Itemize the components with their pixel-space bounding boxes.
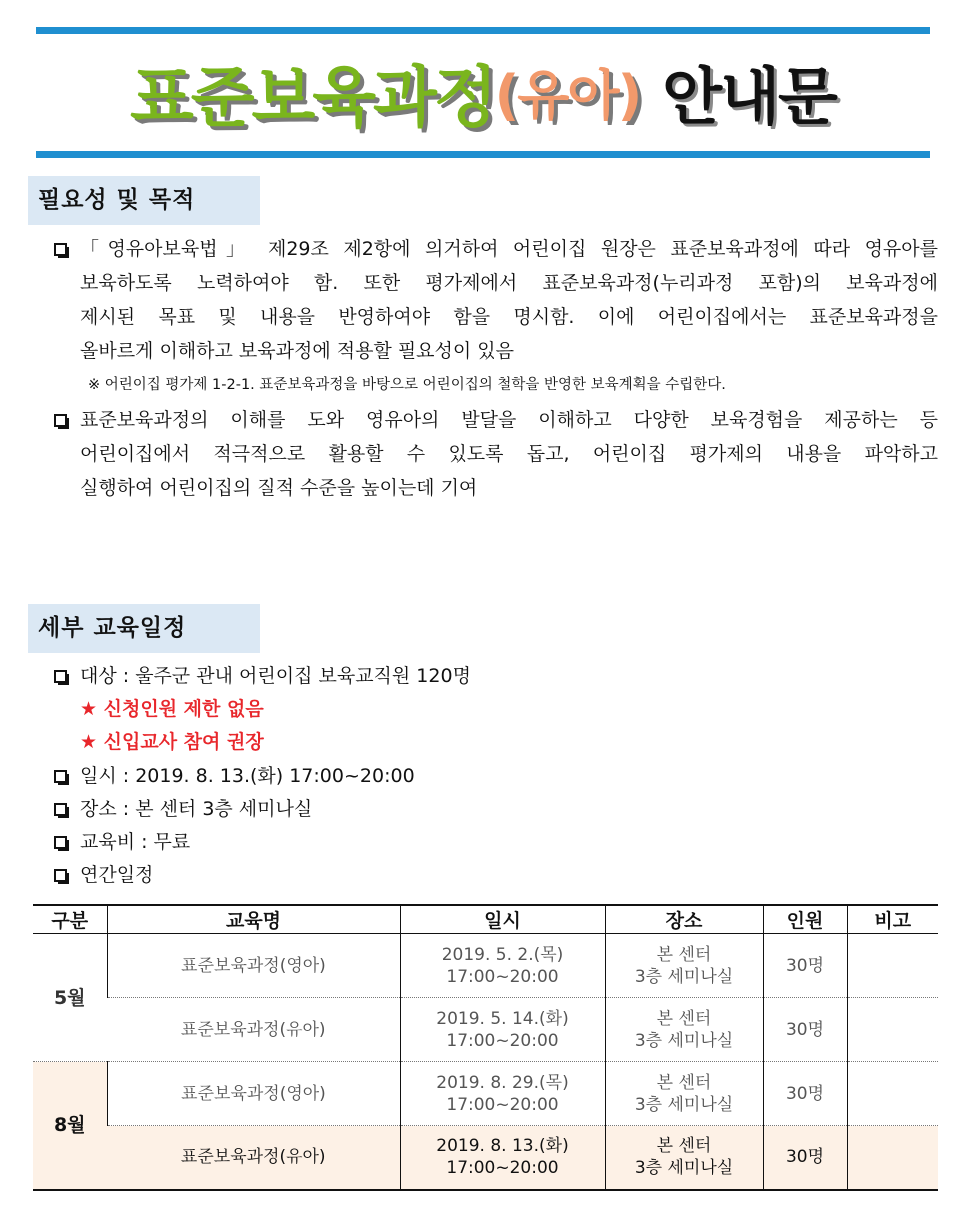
count-cell: 30명 <box>763 998 847 1062</box>
evaluation-note: ※ 어린이집 평가제 1-2-1. 표준보육과정을 바탕으로 어린이집의 철학을 반영한 보육계획을 수립한다. <box>88 377 726 393</box>
col-header-count: 인원 <box>763 905 847 934</box>
room-text: 3층 세미나실 <box>634 1094 734 1115</box>
course-cell: 표준보육과정(유아) <box>107 1126 400 1190</box>
place-text: 본 센터 <box>656 1136 712 1157</box>
target-line: 대상 : 울주군 관내 어린이집 보육교직원 120명 <box>80 665 471 687</box>
col-header-note: 비고 <box>847 905 938 934</box>
purpose-line-2: 보육하도록 노력하여야 함. 또한 평가제에서 표준보육과정(누리과정 포함)의 보육과정에 <box>80 272 938 294</box>
table-header-row <box>33 905 938 934</box>
title-paren: (유아) <box>494 64 641 127</box>
place-cell <box>605 934 763 998</box>
time-text: 17:00~20:00 <box>446 1094 559 1115</box>
place-cell <box>605 1062 763 1126</box>
purpose2-line-2: 어린이집에서 적극적으로 활용할 수 있도록 돕고, 어린이집 평가제의 내용을 파악하고 <box>80 443 938 465</box>
datetime-cell <box>400 1126 605 1190</box>
section-heading-schedule: 세부 교육일정 <box>28 604 260 653</box>
purpose-line-4: 올바르게 이해하고 보육과정에 적용할 필요성이 있음 <box>80 340 514 362</box>
course-cell: 표준보육과정(영아) <box>107 934 400 998</box>
count-cell: 30명 <box>763 1126 847 1190</box>
place-text: 본 센터 <box>656 1008 712 1029</box>
date-text: 2019. 5. 2.(목) <box>441 944 564 965</box>
section-heading-purpose: 필요성 및 목적 <box>28 176 260 225</box>
note-cell <box>847 998 938 1062</box>
count-cell: 30명 <box>763 934 847 998</box>
place-text: 본 센터 <box>656 944 712 965</box>
checkbox-bullet-icon <box>54 670 67 683</box>
page-title <box>0 44 966 139</box>
datetime-line: 일시 : 2019. 8. 13.(화) 17:00~20:00 <box>80 765 415 787</box>
checkbox-bullet-icon <box>54 243 67 256</box>
title-main: 표준보육과정 <box>130 59 495 136</box>
col-header-place: 장소 <box>605 905 763 934</box>
datetime-cell <box>400 934 605 998</box>
annual-schedule-table <box>33 904 938 1191</box>
star-note-no-limit: ★ 신청인원 제한 없음 <box>80 698 264 720</box>
purpose2-line-3: 실행하여 어린이집의 질적 수준을 높이는데 기여 <box>80 477 478 499</box>
place-text: 본 센터 <box>656 1072 712 1093</box>
room-text: 3층 세미나실 <box>634 1030 734 1051</box>
checkbox-bullet-icon <box>54 836 67 849</box>
purpose2-line-1: 표준보육과정의 이해를 도와 영유아의 발달을 이해하고 다양한 보육경험을 제공하는 등 <box>80 409 938 431</box>
place-cell <box>605 1126 763 1190</box>
purpose-line-1: 「영유아보육법」 제29조 제2항에 의거하여 어린이집 원장은 표준보육과정에 따라 영유아를 <box>80 238 938 260</box>
time-text: 17:00~20:00 <box>446 966 559 987</box>
time-text: 17:00~20:00 <box>446 1158 559 1179</box>
checkbox-bullet-icon <box>54 869 67 882</box>
date-text: 2019. 8. 29.(목) <box>436 1072 569 1093</box>
checkbox-bullet-icon <box>54 770 67 783</box>
place-line: 장소 : 본 센터 3층 세미나실 <box>80 798 313 820</box>
room-text: 3층 세미나실 <box>634 1158 734 1179</box>
table-row-highlighted <box>33 1126 938 1190</box>
col-header-course: 교육명 <box>107 905 400 934</box>
course-cell: 표준보육과정(유아) <box>107 998 400 1062</box>
star-note-new-teachers: ★ 신입교사 참여 권장 <box>80 731 264 753</box>
date-text: 2019. 8. 13.(화) <box>436 1136 569 1157</box>
annual-schedule-label: 연간일정 <box>80 864 154 886</box>
checkbox-bullet-icon <box>54 803 67 816</box>
date-text: 2019. 5. 14.(화) <box>436 1008 569 1029</box>
room-text: 3층 세미나실 <box>634 966 734 987</box>
title-suffix: 안내문 <box>662 60 836 133</box>
place-cell <box>605 998 763 1062</box>
bottom-rule <box>36 151 930 158</box>
table-row <box>33 1062 938 1126</box>
note-cell <box>847 1062 938 1126</box>
datetime-cell <box>400 1062 605 1126</box>
note-cell <box>847 934 938 998</box>
count-cell: 30명 <box>763 1062 847 1126</box>
top-rule <box>36 27 930 34</box>
col-header-category: 구분 <box>33 905 107 934</box>
note-cell <box>847 1126 938 1190</box>
course-cell: 표준보육과정(영아) <box>107 1062 400 1126</box>
table-row <box>33 998 938 1062</box>
month-cell-may: 5월 <box>33 934 107 1062</box>
purpose-line-3: 제시된 목표 및 내용을 반영하여야 함을 명시함. 이에 어린이집에서는 표준보육과정을 <box>80 306 938 328</box>
month-cell-aug: 8월 <box>33 1062 107 1190</box>
time-text: 17:00~20:00 <box>446 1030 559 1051</box>
fee-line: 교육비 : 무료 <box>80 831 191 853</box>
checkbox-bullet-icon <box>54 414 67 427</box>
datetime-cell <box>400 998 605 1062</box>
col-header-datetime: 일시 <box>400 905 605 934</box>
table-row <box>33 934 938 998</box>
